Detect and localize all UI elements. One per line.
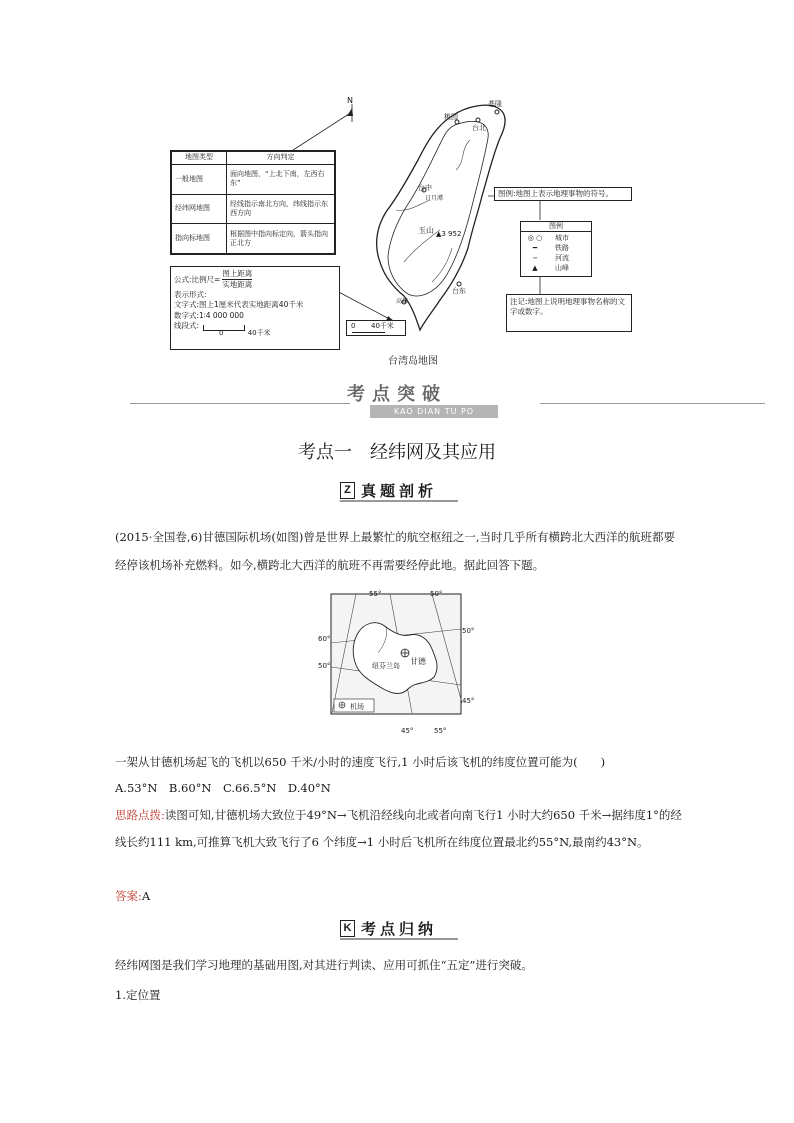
airport-legend-label: 机场 <box>350 703 364 711</box>
place-taoyuan: 桃园 <box>444 113 458 121</box>
table-header-direction: 方向判定 <box>227 152 335 165</box>
table-cell-desc: 面向地图，“上北下南，左西右东” <box>227 165 335 195</box>
question-text: 一架从甘德机场起飞的飞机以650 千米/小时的速度飞行,1 小时后该飞机的纬度位置可能为( ) <box>115 755 606 769</box>
scale-formula-prefix: 公式:比例尺= <box>174 274 221 284</box>
peak-symbol-icon: ▲ <box>532 263 538 272</box>
tag-kaodian <box>340 918 458 938</box>
place-taichung: 台中 <box>418 184 432 192</box>
scale-line-km: 40千米 <box>247 329 271 337</box>
summary-text: 经纬网图是我们学习地理的基础用图,对其进行判读、应用可抓住“五定”进行突破。 <box>115 958 533 972</box>
legend-item: 山峰 <box>555 263 569 272</box>
scale-line-zero: 0 <box>219 329 224 337</box>
annotation-note: 注记:地图上说明地理事物名称的文字或数字。 <box>506 294 632 332</box>
section-title: 考点一 经纬网及其应用 <box>298 442 496 463</box>
tag-underline <box>340 500 458 502</box>
scale-text-form: 文字式:图上1厘米代表实地距离40千米 <box>174 300 304 310</box>
island-label: 纽芬兰岛 <box>372 662 400 670</box>
table-cell-type: 经纬网地图 <box>172 194 227 224</box>
map-scale-box <box>346 320 406 336</box>
table-cell-type: 一般地图 <box>172 165 227 195</box>
city-symbol-icon: ◎ ○ <box>527 233 543 242</box>
legend-title: 图例 <box>521 222 591 232</box>
direction-table <box>170 150 336 255</box>
lat-label: 50° <box>318 662 331 670</box>
answer-value: A <box>141 889 151 903</box>
analysis-label: 思路点拨: <box>115 808 165 822</box>
railway-symbol-icon: ━ <box>532 243 538 252</box>
legend-note: 图例:地图上表示地理事物的符号。 <box>494 187 632 201</box>
lat-label: 50° <box>462 627 475 635</box>
table-header-type: 地图类型 <box>172 152 227 165</box>
lat-label: 60° <box>318 635 331 643</box>
scale-denominator: 实地距离 <box>222 280 253 290</box>
lon-label: 45° <box>401 727 414 735</box>
scale-line-label: 线段式: <box>174 320 200 330</box>
point-1: 1.定位置 <box>115 988 161 1002</box>
table-cell-desc: 经线指示南北方向，纬线指示东西方向 <box>227 194 335 224</box>
tag-label: 考点归纳 <box>361 919 438 938</box>
analysis <box>115 802 685 856</box>
place-keelung: 基隆 <box>488 100 502 108</box>
tag-underline <box>340 938 458 940</box>
analysis-text: 读图可知,甘德机场大致位于49°N→飞机沿经线向北或者向南飞行1 小时大约650 千米→据纬度1°的经线长约111 km,可推算飞机大致飞行了6 个纬度→1 小时后飞机所在纬度位置最北约55°N,最南约43°N。 <box>115 808 682 849</box>
scale-numeric-form: 数字式:1∶4 000 000 <box>174 310 244 320</box>
banner-title: 考点突破 <box>347 384 447 405</box>
table-cell-type: 指向标地图 <box>172 224 227 254</box>
map-scale-bar <box>352 332 385 333</box>
place-sun-moon-lake: 日月潭 <box>425 195 444 202</box>
lat-label: 45° <box>462 697 475 705</box>
legend-item: 城市 <box>555 233 569 242</box>
north-letter: N <box>347 96 353 105</box>
table-cell-desc: 根据图中指向标定向，箭头指向正北方 <box>227 224 335 254</box>
place-taipei: 台北 <box>472 124 486 132</box>
tag-letter: Z <box>340 482 355 499</box>
legend-item: 河流 <box>555 253 569 262</box>
scale-numerator: 图上距离 <box>222 269 252 280</box>
lon-label: 55° <box>434 727 447 735</box>
answer <box>115 883 685 909</box>
place-taitung: 台东 <box>452 287 466 295</box>
map-scale-zero: 0 <box>351 322 356 330</box>
lon-label: 50° <box>430 590 443 598</box>
legend-item: 铁路 <box>555 243 569 252</box>
tag-zhenti <box>340 480 458 500</box>
answer-label: 答案: <box>115 889 142 903</box>
place-yushan: 玉山 <box>418 226 434 235</box>
map-caption: 台湾岛地图 <box>388 356 438 367</box>
lon-label: 55° <box>369 590 382 598</box>
place-kaohsiung: 高雄 <box>396 298 409 305</box>
place-yushan-height: ▲3 952 <box>436 230 462 238</box>
question-intro: (2015·全国卷,6)甘德国际机场(如图)曾是世界上最繁忙的航空枢纽之一,当时几乎所有横跨北大西洋的航班都要经停该机场补充燃料。如今,横跨北大西洋的航班不再需要经停此地。据此回答下题。 <box>115 530 675 572</box>
scale-box <box>170 266 340 350</box>
tag-label: 真题剖析 <box>361 481 438 500</box>
banner-subtitle: KAO DIAN TU PO <box>370 405 498 418</box>
scale-forms-label: 表示形式: <box>174 290 207 300</box>
legend-box <box>520 221 592 277</box>
tag-letter: K <box>340 920 355 937</box>
river-symbol-icon: ∽ <box>532 253 538 262</box>
map-scale-km: 40千米 <box>371 322 394 330</box>
airport-label: 甘德 <box>410 657 426 666</box>
question-options: A.53°N B.60°N C.66.5°N D.40°N <box>115 781 331 795</box>
